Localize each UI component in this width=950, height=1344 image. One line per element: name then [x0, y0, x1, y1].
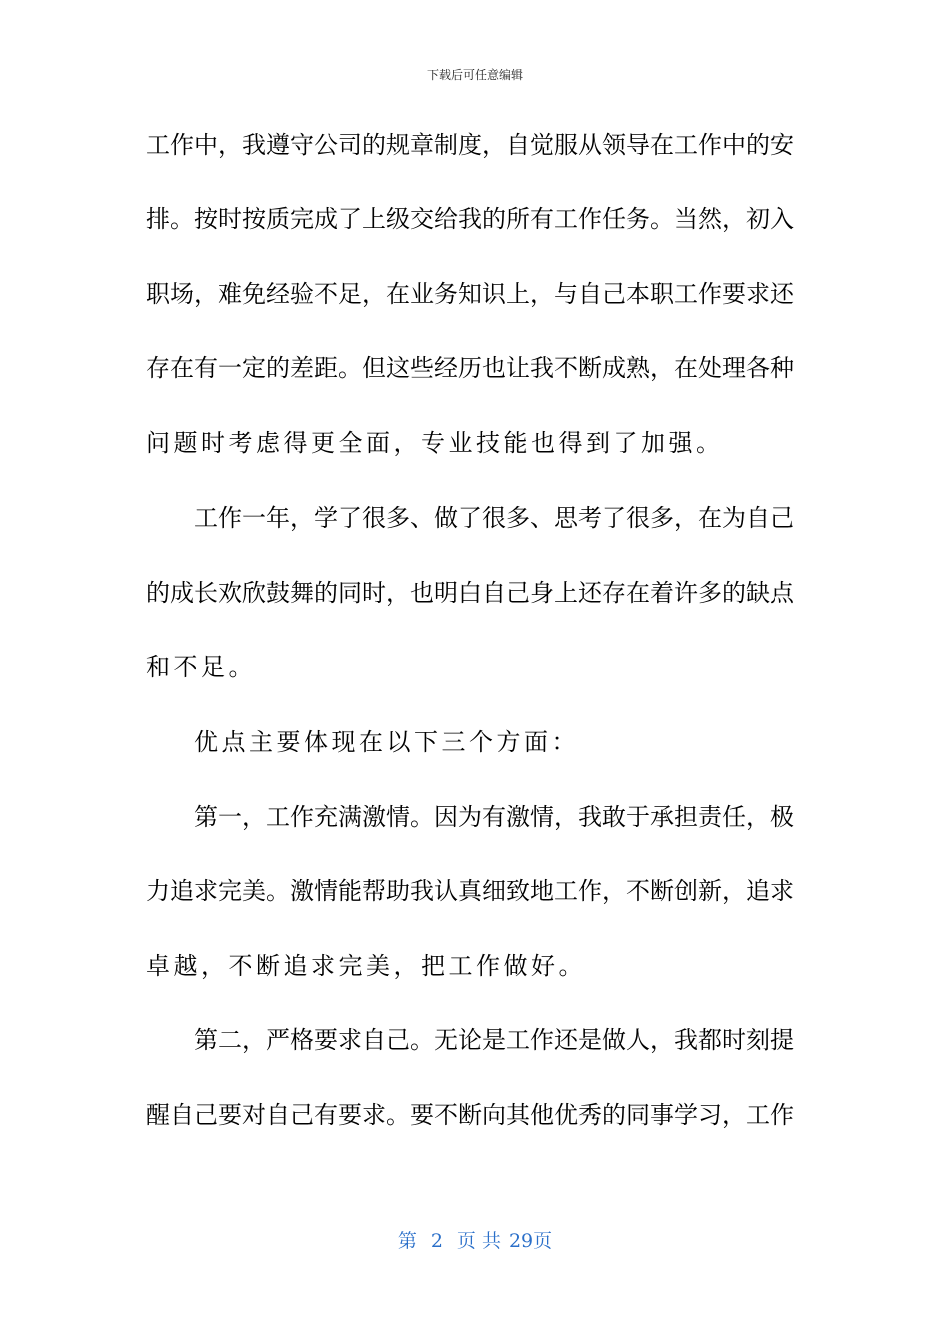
text-line: 存 在 有 一 定 的 差 距 。 但 这 些 经 历 也 让 我 不 断 成 熟 ， 在 处 理 各 种: [146, 354, 794, 382]
text-line: 排 。 按 时 按 质 完 成 了 上 级 交 给 我 的 所 有 工 作 任 务 。 当 然 ， 初 入: [146, 205, 794, 233]
text-line: 和不足。: [146, 653, 256, 681]
text-line: 问题时考虑得更全面，专业技能也得到了加强。: [146, 429, 724, 457]
text-line: 优点主要体现在以下三个方面：: [194, 728, 579, 756]
text-line: 第 一 ， 工 作 充 满 激 情 。 因 为 有 激 情 ， 我 敢 于 承 担 责 任 ， 极: [194, 803, 794, 831]
footer-mid: 页 共: [456, 1230, 501, 1252]
text-line: 醒 自 己 要 对 自 己 有 要 求 。 要 不 断 向 其 他 优 秀 的 同 事 学 习 ， 工 作: [146, 1101, 794, 1129]
text-line: 工 作 一 年 ， 学 了 很 多 、 做 了 很 多 、 思 考 了 很 多 ， 在 为 自 己: [194, 504, 794, 532]
page-number-footer: [0, 1226, 950, 1253]
header-note: 下载后可任意编辑: [426, 68, 523, 82]
text-line: 卓越，不断追求完美，把工作做好。: [146, 952, 586, 980]
footer-prefix: 第: [397, 1230, 417, 1252]
text-line: 的 成 长 欢 欣 鼓 舞 的 同 时 ， 也 明 白 自 己 身 上 还 存 在 着 许 多 的 缺 点: [146, 579, 794, 607]
total-page-count: 29: [508, 1230, 534, 1252]
text-line: 职 场 ， 难 免 经 验 不 足 ， 在 业 务 知 识 上 ， 与 自 己 本 职 工 作 要 求 还: [146, 280, 794, 308]
text-line: 力 追 求 完 美 。 激 情 能 帮 助 我 认 真 细 致 地 工 作 ， 不 断 创 新 ， 追 求: [146, 877, 794, 905]
current-page-number: 2: [430, 1230, 443, 1252]
text-line: 第 二 ， 严 格 要 求 自 己 。 无 论 是 工 作 还 是 做 人 ， 我 都 时 刻 提: [194, 1026, 794, 1054]
footer-suffix: 页: [533, 1230, 553, 1252]
text-line: 工 作 中 ， 我 遵 守 公 司 的 规 章 制 度 ， 自 觉 服 从 领 导 在 工 作 中 的 安: [146, 131, 794, 159]
